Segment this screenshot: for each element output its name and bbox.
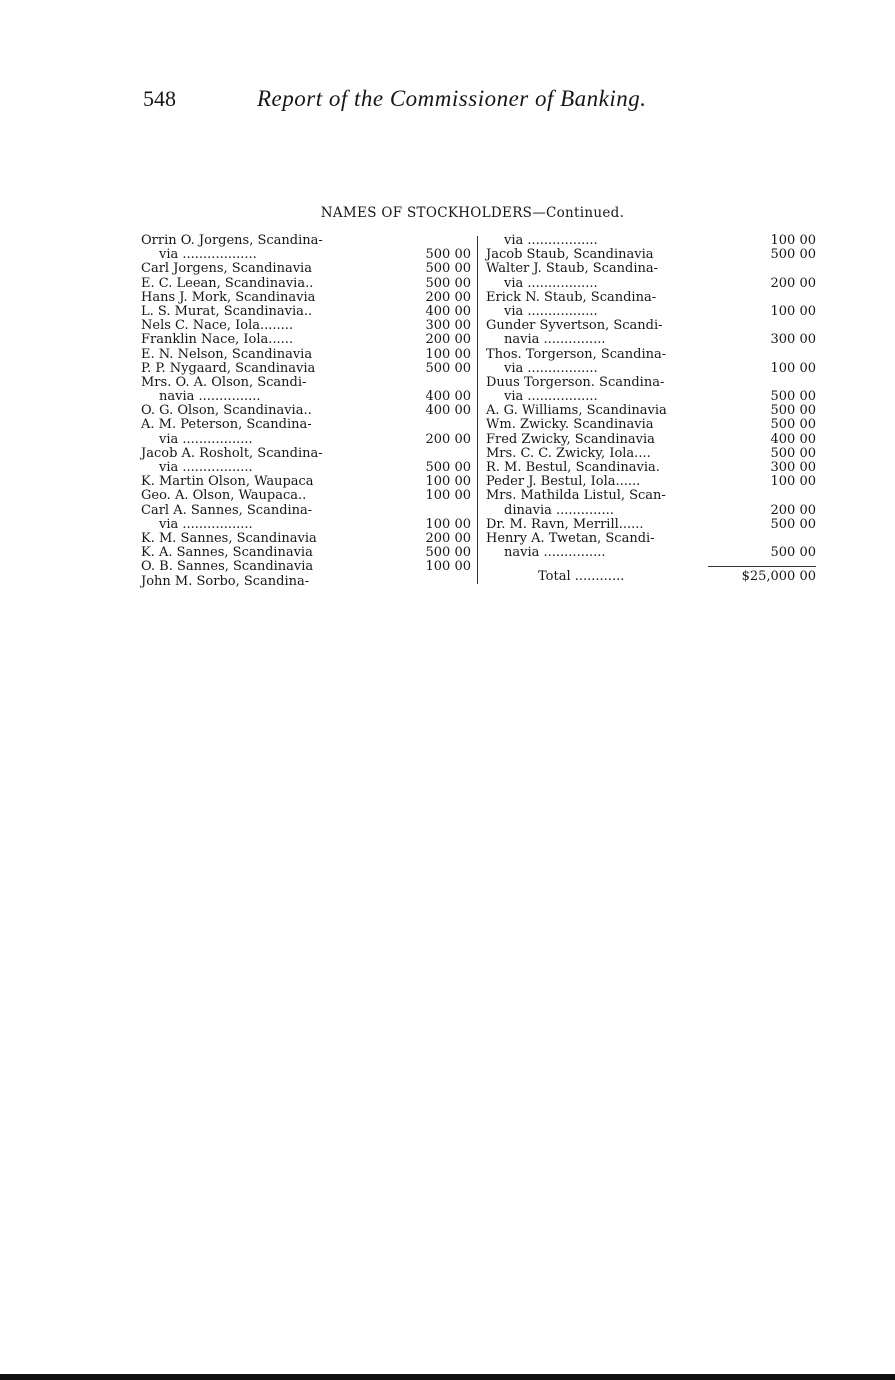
stockholder-row [486, 319, 816, 333]
stockholder-row [141, 319, 471, 333]
stockholder-name: K. M. Sannes, Scandinavia [141, 530, 317, 546]
stockholder-row [486, 291, 816, 305]
stockholder-row [486, 277, 816, 291]
stockholder-name: via ................. [504, 389, 598, 405]
stockholder-name: Mrs. Mathilda Listul, Scan- [486, 488, 666, 504]
stockholder-row [141, 390, 471, 404]
share-amount: 100 00 [425, 474, 471, 490]
stockholder-name: John M. Sorbo, Scandina- [141, 573, 310, 589]
share-amount: 200 00 [425, 289, 471, 305]
stockholder-row [486, 418, 816, 432]
stockholder-name: Orrin O. Jorgens, Scandina- [141, 233, 323, 248]
stockholder-row [486, 447, 816, 461]
total-amount: $25,000 00 [741, 569, 816, 585]
stockholder-name: E. C. Leean, Scandinavia.. [141, 275, 314, 291]
stockholder-row [486, 262, 816, 276]
share-amount: 200 00 [770, 502, 816, 518]
share-amount: 100 00 [770, 360, 816, 376]
stockholder-row [486, 390, 816, 404]
stockholder-name: A. G. Williams, Scandinavia [486, 403, 667, 419]
share-amount: 100 00 [770, 474, 816, 490]
stockholder-name: O. B. Sannes, Scandinavia [141, 559, 314, 575]
share-amount: 100 00 [770, 233, 816, 248]
stockholder-name: via ................. [504, 233, 598, 248]
stockholder-name: navia ............... [504, 332, 606, 348]
stockholder-row [141, 532, 471, 546]
stockholder-list-right [486, 234, 816, 588]
stockholder-name: via ................. [504, 303, 598, 319]
share-amount: 500 00 [425, 545, 471, 561]
stockholder-name: Duus Torgerson. Scandina- [486, 374, 665, 390]
stockholder-name: dinavia .............. [504, 502, 614, 518]
stockholder-row [486, 475, 816, 489]
stockholder-row [141, 291, 471, 305]
stockholder-name: Wm. Zwicky. Scandinavia [486, 417, 654, 433]
share-amount: 500 00 [770, 403, 816, 419]
stockholder-name: K. A. Sannes, Scandinavia [141, 545, 313, 561]
stockholder-name: Erick N. Staub, Scandina- [486, 289, 657, 305]
stockholder-row [141, 418, 471, 432]
stockholder-row [141, 333, 471, 347]
stockholder-list-left [141, 234, 471, 589]
share-amount: 200 00 [425, 332, 471, 348]
stockholder-row [141, 475, 471, 489]
share-amount: 100 00 [425, 346, 471, 362]
stockholder-row [141, 262, 471, 276]
stockholder-row [486, 461, 816, 475]
stockholder-name: P. P. Nygaard, Scandinavia [141, 360, 316, 376]
stockholder-name: K. Martin Olson, Waupaca [141, 474, 314, 490]
page-bottom-edge [0, 1374, 895, 1380]
stockholder-name: Thos. Torgerson, Scandina- [486, 346, 667, 362]
total-label: Total ............ [538, 569, 625, 585]
stockholder-name: E. N. Nelson, Scandinavia [141, 346, 313, 362]
stockholder-row [141, 277, 471, 291]
stockholder-row [486, 489, 816, 503]
stockholder-name: Carl Jorgens, Scandinavia [141, 261, 312, 277]
share-amount: 100 00 [770, 303, 816, 319]
share-amount: 500 00 [770, 389, 816, 405]
stockholder-row [486, 532, 816, 546]
stockholder-name: via .................. [159, 247, 257, 263]
stockholder-name: via ................. [159, 460, 253, 475]
section-heading: NAMES OF STOCKHOLDERS—Continued. [320, 205, 625, 221]
stockholder-name: Peder J. Bestul, Iola...... [486, 474, 641, 490]
stockholder-row [141, 560, 471, 574]
stockholder-name: Jacob A. Rosholt, Scandina- [141, 445, 323, 461]
stockholder-row [141, 489, 471, 503]
stockholder-row [141, 447, 471, 461]
stockholder-row [141, 348, 471, 362]
stockholder-name: O. G. Olson, Scandinavia.. [141, 403, 312, 419]
share-amount: 300 00 [770, 332, 816, 348]
stockholder-name: Jacob Staub, Scandinavia [486, 247, 654, 263]
stockholder-name: navia ............... [504, 545, 606, 561]
stockholder-row [486, 348, 816, 362]
stockholder-row [141, 546, 471, 560]
stockholder-row [141, 404, 471, 418]
page-number: 548 [143, 86, 176, 111]
stockholder-row [486, 234, 816, 248]
share-amount: 500 00 [425, 247, 471, 263]
share-amount: 200 00 [425, 530, 471, 546]
stockholder-name: via ................. [159, 431, 253, 447]
total-row [486, 566, 816, 588]
running-header [0, 86, 895, 122]
stockholder-row [486, 376, 816, 390]
share-amount: 500 00 [770, 445, 816, 461]
column-divider [477, 236, 478, 584]
share-amount: 500 00 [425, 261, 471, 277]
stockholder-row [486, 433, 816, 447]
stockholder-row [141, 433, 471, 447]
stockholder-name: navia ............... [159, 389, 261, 405]
share-amount: 500 00 [425, 460, 471, 475]
stockholder-name: A. M. Peterson, Scandina- [141, 417, 312, 433]
share-amount: 100 00 [425, 516, 471, 532]
share-amount: 200 00 [770, 275, 816, 291]
stockholder-name: Hans J. Mork, Scandinavia [141, 289, 316, 305]
stockholder-row [486, 305, 816, 319]
stockholder-name: Walter J. Staub, Scandina- [486, 261, 659, 277]
share-amount: 300 00 [770, 460, 816, 475]
stockholder-row [141, 504, 471, 518]
stockholder-name: Geo. A. Olson, Waupaca.. [141, 488, 307, 504]
stockholder-row [141, 575, 471, 589]
stockholder-row [486, 362, 816, 376]
stockholder-name: Gunder Syvertson, Scandi- [486, 318, 663, 334]
share-amount: 400 00 [425, 303, 471, 319]
share-amount: 500 00 [770, 545, 816, 561]
stockholder-name: Fred Zwicky, Scandinavia [486, 431, 655, 447]
share-amount: 500 00 [770, 247, 816, 263]
stockholder-name: via ................. [504, 360, 598, 376]
stockholder-row [141, 376, 471, 390]
share-amount: 400 00 [425, 389, 471, 405]
stockholder-row [486, 518, 816, 532]
stockholder-name: Mrs. C. C. Zwicky, Iola.... [486, 445, 651, 461]
stockholder-name: via ................. [504, 275, 598, 291]
share-amount: 400 00 [770, 431, 816, 447]
stockholder-row [486, 333, 816, 347]
stockholder-name: Franklin Nace, Iola...... [141, 332, 294, 348]
stockholder-row [141, 362, 471, 376]
stockholder-row [141, 234, 471, 248]
share-amount: 400 00 [425, 403, 471, 419]
stockholder-name: Nels C. Nace, Iola........ [141, 318, 294, 334]
stockholder-name: Mrs. O. A. Olson, Scandi- [141, 374, 307, 390]
stockholder-name: L. S. Murat, Scandinavia.. [141, 303, 313, 319]
stockholder-row [141, 518, 471, 532]
share-amount: 200 00 [425, 431, 471, 447]
stockholder-row [141, 248, 471, 262]
stockholder-name: via ................. [159, 516, 253, 532]
stockholder-name: Dr. M. Ravn, Merrill...... [486, 516, 644, 532]
share-amount: 500 00 [770, 516, 816, 532]
stockholder-name: Carl A. Sannes, Scandina- [141, 502, 313, 518]
stockholder-row [141, 305, 471, 319]
running-title: Report of the Commissioner of Banking. [257, 86, 647, 111]
stockholder-row [486, 404, 816, 418]
stockholder-row [141, 461, 471, 475]
share-amount: 100 00 [425, 488, 471, 504]
share-amount: 100 00 [425, 559, 471, 575]
share-amount: 300 00 [425, 318, 471, 334]
stockholder-row [486, 504, 816, 518]
share-amount: 500 00 [425, 275, 471, 291]
share-amount: 500 00 [770, 417, 816, 433]
stockholder-name: R. M. Bestul, Scandinavia. [486, 460, 660, 475]
share-amount: 500 00 [425, 360, 471, 376]
stockholder-row [486, 248, 816, 262]
stockholder-name: Henry A. Twetan, Scandi- [486, 530, 655, 546]
stockholder-row [486, 546, 816, 560]
